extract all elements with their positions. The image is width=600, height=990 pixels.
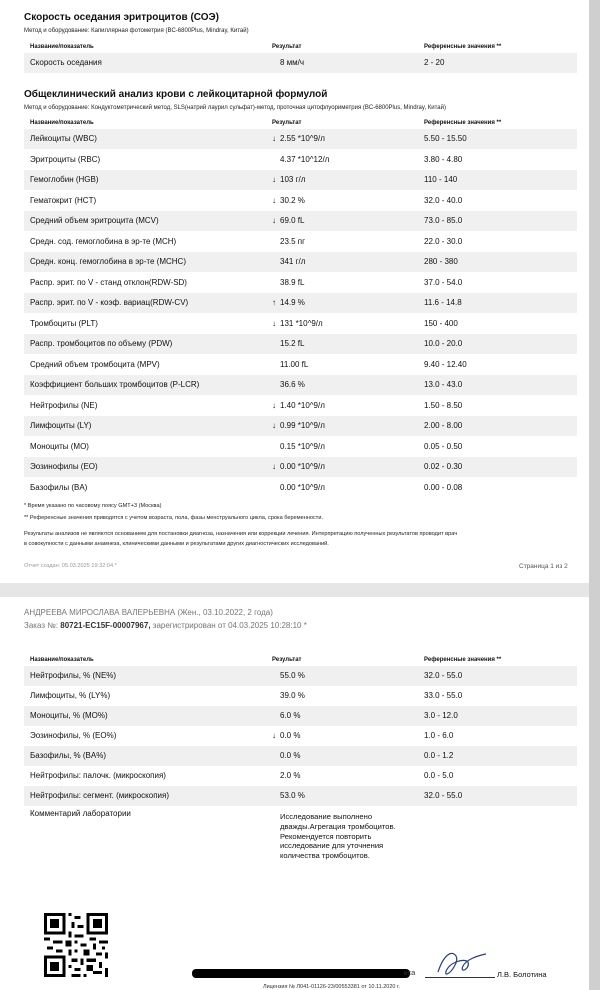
row-result	[272, 380, 305, 389]
report-created: Отчет создан: 05.03.2025 19:32:04 *	[24, 563, 117, 569]
row-reference: 0.0 - 5.0	[424, 771, 454, 780]
row-result	[272, 401, 325, 410]
row-name: Распр. тромбоцитов по объему (PDW)	[30, 339, 173, 348]
row-result	[272, 462, 325, 471]
flag-arrow-icon: ↓	[272, 195, 276, 205]
row-result	[272, 360, 308, 369]
flag-arrow-icon: ↓	[272, 216, 276, 225]
row-reference: 3.0 - 12.0	[424, 711, 458, 720]
row-result	[272, 483, 325, 492]
row-reference: 110 - 140	[424, 175, 458, 184]
result-value: 4.37 *10^12/л	[280, 154, 330, 164]
table-row	[24, 746, 577, 766]
redacted-text	[192, 969, 410, 978]
header-result: Результат	[272, 657, 302, 663]
row-reference: 33.0 - 55.0	[424, 691, 463, 700]
table-row	[24, 53, 577, 73]
row-result	[272, 339, 304, 348]
row-result	[272, 442, 325, 451]
row-result	[272, 196, 305, 205]
row-reference: 22.0 - 30.0	[424, 236, 463, 246]
flag-arrow-icon: ↓	[272, 134, 276, 143]
row-name: Базофилы (BA)	[30, 482, 88, 492]
esr-section-title: Скорость оседания эритроцитов (СОЭ)	[24, 12, 219, 23]
license-line: Лицензия № Л041-01126-23/00553381 от 10.11.2020 г.	[263, 984, 400, 990]
row-name: Средний объем эритроцита (MCV)	[30, 216, 159, 225]
esr-method: Метод и оборудование: Капиллярная фотометрия (BC-6800Plus, Mindray, Китай)	[24, 28, 249, 34]
row-name: Гематокрит (HCT)	[30, 195, 97, 205]
row-name: Гемоглобин (HGB)	[30, 175, 99, 184]
result-value: 0.00 *10^9/л	[280, 462, 325, 471]
flag-arrow-icon: ↓	[272, 462, 276, 471]
row-reference: 0.0 - 1.2	[424, 751, 454, 760]
header-ref: Референсные значения **	[424, 657, 502, 663]
header-name: Название/показатель	[30, 44, 94, 50]
table-row	[24, 293, 577, 313]
row-name: Эозинофилы (EO)	[30, 462, 98, 471]
result-value: 39.0 %	[280, 691, 305, 700]
row-reference: 32.0 - 55.0	[424, 671, 463, 680]
table-row	[24, 232, 577, 252]
header-name: Название/показатель	[30, 657, 94, 663]
row-reference: 10.0 - 20.0	[424, 339, 463, 348]
table-row	[24, 375, 577, 395]
lab-comment-label: Комментарий лаборатории	[30, 809, 131, 818]
note-timezone: * Время указано по часовому поясу GMT+3 (Москва)	[24, 503, 162, 509]
row-reference: 0.00 - 0.08	[424, 482, 463, 492]
row-result	[272, 319, 323, 328]
row-name: Средн. сод. гемоглобина в эр-те (MCH)	[30, 236, 177, 246]
row-reference: 3.80 - 4.80	[424, 154, 463, 164]
result-value: 2.55 *10^9/л	[280, 134, 325, 143]
order-prefix: Заказ №:	[24, 621, 59, 630]
table-row	[24, 150, 577, 170]
row-name: Нейтрофилы: палочк. (микроскопия)	[30, 771, 166, 780]
row-name: Эозинофилы, % (EO%)	[30, 731, 117, 740]
table-row	[24, 334, 577, 354]
flag-arrow-icon: ↓	[272, 421, 276, 430]
flag-arrow-icon: ↓	[272, 318, 276, 328]
qr-code	[44, 913, 108, 977]
row-name: Базофилы, % (BA%)	[30, 751, 106, 760]
row-name: Коэффициент больших тромбоцитов (P-LCR)	[30, 380, 200, 389]
result-value: 14.9 %	[280, 298, 305, 307]
row-result	[272, 751, 300, 760]
result-value: 36.6 %	[280, 380, 305, 389]
row-result	[272, 711, 300, 720]
row-name: Лимфоциты (LY)	[30, 421, 92, 430]
table-row	[24, 129, 577, 149]
table-row	[24, 314, 577, 334]
signature-image	[432, 948, 492, 980]
result-value: 23.5 пг	[280, 236, 306, 246]
order-suffix: зарегистрирован от 04.03.2025 10:28:10 *	[152, 621, 307, 630]
header-result: Результат	[272, 44, 302, 50]
row-result	[272, 298, 305, 307]
row-name: Моноциты (MO)	[30, 441, 89, 451]
row-result	[272, 791, 305, 800]
row-name: Нейтрофилы: сегмент. (микроскопия)	[30, 791, 169, 800]
row-result	[272, 155, 329, 164]
cbc-section-title: Общеклинический анализ крови с лейкоцитарной формулой	[24, 89, 328, 100]
row-result	[272, 278, 304, 287]
row-reference: 5.50 - 15.50	[424, 134, 467, 143]
result-value: 69.0 fL	[280, 216, 305, 225]
result-value: 0.99 *10^9/л	[280, 421, 325, 430]
row-reference: 280 - 380	[424, 257, 458, 266]
result-value: 15.2 fL	[280, 339, 305, 348]
result-value: 131 *10^9/л	[280, 318, 323, 328]
cbc-method: Метод и оборудование: Кондуктометрический метод, SLS(натрий лаурил сульфат)-метод, проточная цитофлуориметрия (BC-6800Plus, Mindray, Китай)	[24, 105, 446, 111]
result-value: 2.0 %	[280, 771, 301, 780]
result-value: 6.0 %	[280, 711, 301, 720]
result-value: 30.2 %	[280, 195, 305, 205]
table-row	[24, 766, 577, 786]
row-reference: 1.0 - 6.0	[424, 731, 454, 740]
result-value: 11.00 fL	[280, 359, 309, 369]
result-value: 0.0 %	[280, 751, 301, 760]
signature-caption-fragment: кса	[404, 968, 416, 977]
table-row	[24, 191, 577, 211]
note-reference: ** Референсные значения приводятся с учетом возраста, пола, фазы менструального цикла, срока беременности.	[24, 515, 324, 521]
result-value: 38.9 fL	[280, 277, 305, 287]
result-value: 0.15 *10^9/л	[280, 441, 325, 451]
row-result	[272, 237, 305, 246]
row-reference: 0.05 - 0.50	[424, 441, 463, 451]
disclaimer-line-1: Результаты анализов не являются основанием для постановки диагноза, назначения или коррекции лечения. Интерпретацию полученных результатов проводит врач	[24, 531, 458, 537]
flag-arrow-icon: ↓	[272, 731, 276, 740]
header-name: Название/показатель	[30, 120, 94, 126]
row-name: Скорость оседания	[30, 58, 102, 67]
cbc-table-header	[24, 118, 577, 129]
header-ref: Референсные значения **	[424, 44, 502, 50]
row-name: Нейтрофилы, % (NE%)	[30, 671, 117, 680]
table-row	[24, 706, 577, 726]
page-edge	[589, 0, 600, 990]
row-name: Распр. эрит. по V - станд отклон(RDW-SD)	[30, 277, 187, 287]
table-row	[24, 273, 577, 293]
row-reference: 32.0 - 55.0	[424, 791, 463, 800]
row-result	[272, 671, 305, 680]
esr-table-header	[24, 42, 577, 53]
row-name: Нейтрофилы (NE)	[30, 400, 98, 410]
signer-name: Л.В. Болотина	[497, 970, 547, 979]
result-value: 0.0 %	[280, 731, 301, 740]
table-row	[24, 211, 577, 231]
table-row	[24, 686, 577, 706]
row-name: Лейкоциты (WBC)	[30, 134, 97, 143]
table-row	[24, 416, 577, 436]
order-info	[24, 621, 307, 630]
page-number: Страница 1 из 2	[519, 563, 568, 570]
result-value: 341 г/л	[280, 257, 306, 266]
row-name: Моноциты, % (MO%)	[30, 711, 108, 720]
row-name: Средний объем тромбоцита (MPV)	[30, 359, 160, 369]
diff-table-header	[24, 655, 577, 666]
patient-info: АНДРЕЕВА МИРОСЛАВА ВАЛЕРЬЕВНА (Жен., 03.10.2022, 2 года)	[24, 608, 273, 617]
row-reference: 1.50 - 8.50	[424, 400, 463, 410]
order-number: 80721-EC15F-00007967,	[60, 621, 151, 630]
flag-arrow-icon: ↑	[272, 298, 276, 307]
result-value: 55.0 %	[280, 671, 305, 680]
row-result	[272, 58, 304, 67]
table-row	[24, 786, 577, 806]
row-reference: 9.40 - 12.40	[424, 359, 467, 369]
row-name: Тромбоциты (PLT)	[30, 318, 98, 328]
row-result	[272, 257, 305, 266]
result-value: 0.00 *10^9/л	[280, 482, 325, 492]
table-row	[24, 396, 577, 416]
table-row	[24, 252, 577, 272]
row-reference: 73.0 - 85.0	[424, 216, 463, 225]
flag-arrow-icon: ↓	[272, 175, 276, 184]
row-result	[272, 134, 325, 143]
result-value: 103 г/л	[280, 175, 306, 184]
row-result	[272, 421, 325, 430]
row-reference: 37.0 - 54.0	[424, 277, 463, 287]
row-result	[272, 175, 305, 184]
result-value: 1.40 *10^9/л	[280, 400, 325, 410]
row-reference: 32.0 - 40.0	[424, 195, 463, 205]
row-name: Эритроциты (RBC)	[30, 154, 101, 164]
disclaimer-line-2: в совокупности с данными анамнеза, клиническими данными и результатами других диагностических исследований.	[24, 541, 329, 547]
row-reference: 150 - 400	[424, 318, 458, 328]
lab-comment-text: Исследование выполнено дважды.Агрегация тромбоцитов. Рекомендуется повторить исследование для уточнения количества тромбоцитов.	[280, 812, 396, 861]
row-reference: 11.6 - 14.8	[424, 298, 462, 307]
table-row	[24, 457, 577, 477]
row-result	[272, 216, 304, 225]
table-row	[24, 666, 577, 686]
table-row	[24, 726, 577, 746]
table-row	[24, 437, 577, 457]
header-result: Результат	[272, 120, 302, 126]
table-row	[24, 355, 577, 375]
row-reference: 13.0 - 43.0	[424, 380, 463, 389]
row-reference: 2 - 20	[424, 58, 445, 67]
result-value: 8 мм/ч	[280, 58, 305, 67]
table-row	[24, 478, 577, 498]
result-value: 53.0 %	[280, 791, 305, 800]
row-reference: 2.00 - 8.00	[424, 421, 463, 430]
row-name: Распр. эрит. по V - коэф. вариац(RDW-CV)	[30, 298, 189, 307]
row-name: Лимфоциты, % (LY%)	[30, 691, 111, 700]
header-ref: Референсные значения **	[424, 120, 502, 126]
row-result	[272, 691, 305, 700]
flag-arrow-icon: ↓	[272, 400, 276, 410]
row-result	[272, 771, 300, 780]
table-row	[24, 170, 577, 190]
row-result	[272, 731, 300, 740]
row-reference: 0.02 - 0.30	[424, 462, 463, 471]
row-name: Средн. конц. гемоглобина в эр-те (MCHC)	[30, 257, 186, 266]
